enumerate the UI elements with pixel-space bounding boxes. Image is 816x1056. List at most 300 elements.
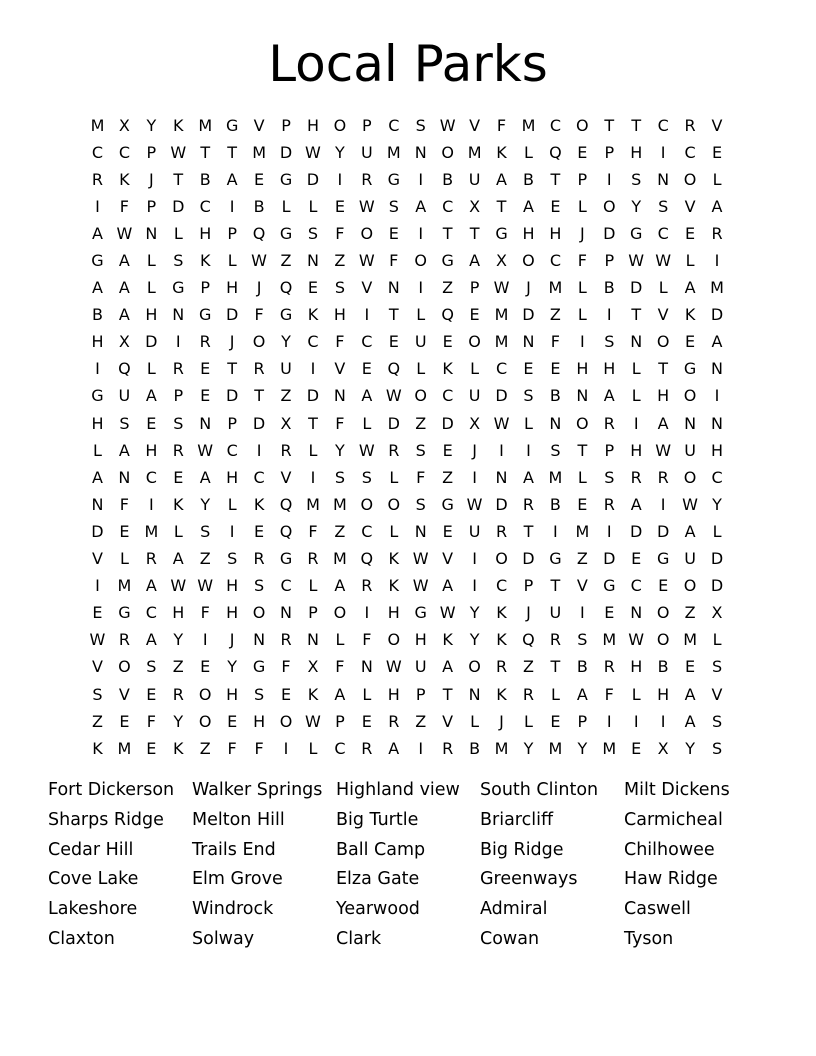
grid-letter: N [360,657,373,677]
grid-letter: C [226,440,238,460]
grid-letter: R [549,630,561,650]
grid-letter: F [119,494,129,514]
grid-letter: D [91,521,104,541]
grid-letter: I [472,467,477,487]
grid-letter: L [416,359,426,379]
grid-letter: H [226,603,239,623]
word-list-item: Lakeshore [48,899,138,920]
grid-letter: G [387,169,400,189]
grid-letter: C [118,142,130,162]
grid-letter: K [442,359,453,379]
grid-letter: O [468,657,481,677]
grid-row [84,410,734,437]
grid-letter: N [280,603,293,623]
grid-letter: O [683,467,697,487]
grid-letter: P [281,115,291,135]
grid-letter: C [442,196,454,216]
grid-letter: O [576,115,589,135]
grid-letter: A [91,467,103,487]
grid-letter: K [173,738,184,758]
grid-letter: H [387,684,400,704]
word-list-item: Sharps Ridge [48,809,164,830]
grid-letter: N [253,630,266,650]
grid-letter: K [119,169,130,189]
grid-letter: A [199,467,211,487]
grid-letter: C [657,115,669,135]
grid-letter: E [523,359,534,379]
grid-letter: S [334,278,345,298]
grid-row [84,193,734,220]
grid-letter: Z [172,657,184,677]
grid-letter: S [119,413,130,433]
grid-letter: Z [280,251,292,271]
grid-letter: L [712,521,722,541]
grid-letter: L [631,386,641,406]
grid-letter: P [362,115,372,135]
grid-letter: Q [279,278,293,298]
grid-row [84,437,734,464]
grid-letter: A [118,305,130,325]
grid-letter: A [522,467,534,487]
grid-letter: D [603,223,616,243]
grid-letter: T [254,386,264,406]
grid-letter: E [388,332,399,352]
grid-letter: O [333,115,347,135]
grid-letter: X [280,413,292,433]
grid-letter: M [467,142,482,162]
grid-letter: I [660,711,666,731]
grid-row [84,735,734,762]
grid-letter: Z [199,549,211,569]
grid-letter: N [711,413,724,433]
grid-letter: I [633,413,639,433]
grid-letter: I [714,251,720,271]
grid-letter: W [628,630,645,650]
grid-letter: G [279,223,293,243]
grid-letter: B [199,169,211,189]
grid-letter: I [526,440,531,460]
word-list-item: Caswell [624,899,691,920]
grid-letter: V [91,549,103,569]
grid-letter: I [337,169,343,189]
grid-letter: D [630,278,643,298]
grid-letter: V [442,711,454,731]
grid-row [84,708,734,735]
grid-letter: F [227,738,237,758]
word-list-item: Milt Dickens [624,780,730,800]
grid-letter: C [199,196,211,216]
grid-letter: L [335,630,345,650]
grid-letter: T [442,684,453,704]
grid-letter: H [306,115,319,135]
grid-letter: N [199,413,212,433]
grid-letter: M [575,521,590,541]
grid-letter: T [388,305,399,325]
grid-letter: E [577,142,588,162]
grid-letter: E [200,386,211,406]
grid-letter: N [333,386,346,406]
grid-row [84,275,734,302]
grid-letter: E [200,657,211,677]
grid-letter: I [256,440,262,460]
grid-letter: S [307,223,319,243]
grid-letter: E [577,494,588,514]
grid-letter: V [711,684,723,704]
grid-letter: U [118,386,131,406]
grid-letter: P [173,386,184,406]
grid-letter: D [172,196,185,216]
grid-letter: T [550,657,561,677]
grid-letter: I [418,738,424,758]
grid-letter: L [146,251,156,271]
grid-letter: Z [442,467,454,487]
grid-letter: S [227,549,238,569]
grid-letter: E [146,738,157,758]
grid-letter: L [281,196,291,216]
grid-letter: O [414,251,428,271]
grid-letter: W [385,657,402,677]
grid-letter: M [521,115,536,135]
grid-letter: R [522,684,535,704]
grid-letter: F [335,332,345,352]
grid-letter: W [358,251,375,271]
grid-row [84,627,734,654]
grid-letter: K [199,251,211,271]
grid-letter: G [279,169,293,189]
grid-letter: A [496,169,507,189]
grid-letter: X [657,738,669,758]
grid-letter: H [91,413,104,433]
grid-letter: L [524,413,533,433]
grid-letter: H [630,657,643,677]
grid-row [84,518,734,545]
grid-letter: V [280,467,292,487]
grid-letter: O [279,711,293,731]
grid-letter: O [683,576,697,596]
grid-letter: P [227,413,237,433]
grid-letter: M [602,738,617,758]
grid-letter: S [550,440,561,460]
grid-letter: B [603,278,615,298]
grid-letter: R [603,657,615,677]
grid-letter: E [173,467,184,487]
grid-letter: V [334,359,346,379]
grid-letter: C [145,467,157,487]
grid-letter: T [523,521,534,541]
grid-letter: J [256,278,262,298]
grid-letter: E [361,711,372,731]
word-list-item: Ball Camp [336,839,426,860]
grid-letter: U [468,169,481,189]
grid-row [84,491,734,518]
grid-letter: O [252,603,266,623]
word-list-item: Elm Grove [192,869,283,890]
grid-letter: R [388,711,400,731]
grid-letter: W [439,115,456,135]
word-list-item: Cove Lake [48,869,139,890]
grid-letter: O [576,413,589,433]
grid-letter: L [577,196,587,216]
grid-letter: Y [335,142,345,162]
grid-letter: F [604,684,614,704]
grid-letter: W [305,142,321,162]
grid-letter: A [469,251,481,271]
grid-letter: O [656,630,670,650]
grid-letter: D [225,305,239,325]
grid-letter: R [172,684,184,704]
grid-letter: W [466,494,483,514]
grid-letter: W [170,142,187,162]
grid-letter: M [252,142,266,162]
grid-letter: B [522,169,534,189]
grid-letter: T [550,576,561,596]
grid-letter: L [173,223,183,243]
grid-letter: G [91,251,104,271]
grid-letter: E [711,142,723,162]
grid-letter: A [442,657,454,677]
grid-letter: H [226,684,239,704]
grid-letter: E [442,440,453,460]
grid-letter: H [576,359,589,379]
grid-letter: N [522,332,535,352]
grid-letter: R [442,738,454,758]
grid-letter: F [146,711,156,731]
grid-letter: W [412,576,429,596]
grid-letter: R [361,169,373,189]
grid-letter: E [361,359,372,379]
grid-letter: D [710,305,724,325]
grid-letter: H [387,603,400,623]
word-list-item: Elza Gate [336,869,420,890]
grid-letter: W [655,251,672,271]
grid-letter: R [253,359,265,379]
grid-letter: Z [415,711,427,731]
grid-letter: E [334,196,345,216]
grid-letter: L [227,494,237,514]
grid-letter: L [685,251,695,271]
grid-letter: A [657,413,669,433]
grid-letter: W [412,549,429,569]
grid-letter: T [200,142,211,162]
grid-letter: L [389,521,399,541]
grid-letter: L [362,684,372,704]
grid-letter: U [684,440,696,460]
grid-letter: N [306,630,319,650]
grid-letter: H [145,440,158,460]
grid-letter: R [307,549,319,569]
word-list-item: Cedar Hill [48,839,134,860]
grid-letter: C [495,359,508,379]
grid-letter: T [631,305,642,325]
grid-letter: L [631,684,641,704]
grid-letter: V [253,115,265,135]
grid-letter: C [280,576,292,596]
grid-letter: S [415,115,426,135]
grid-letter: K [173,115,184,135]
grid-letter: D [495,386,508,406]
grid-letter: M [494,738,509,758]
word-list-item: Briarcliff [480,809,553,830]
word-list-item: Fort Dickerson [48,780,175,800]
grid-letter: O [198,684,212,704]
grid-letter: S [146,657,157,677]
grid-letter: I [310,467,316,487]
grid-letter: A [226,169,238,189]
word-list-item: Chilhowee [624,839,715,860]
grid-letter: W [358,440,375,460]
grid-letter: E [604,603,615,623]
grid-letter: I [364,305,370,325]
grid-letter: R [172,440,184,460]
grid-letter: E [685,657,696,677]
grid-letter: F [362,630,372,650]
grid-letter: I [202,630,208,650]
word-list-item: Greenways [480,869,578,890]
grid-letter: M [548,278,563,298]
grid-letter: N [91,494,104,514]
grid-letter: K [442,630,453,650]
grid-letter: X [711,603,723,623]
grid-letter: A [415,196,427,216]
grid-letter: Y [146,115,157,135]
grid-letter: T [227,142,238,162]
grid-letter: L [524,142,533,162]
grid-letter: A [118,251,130,271]
grid-letter: N [630,332,643,352]
grid-letter: R [91,169,104,189]
grid-letter: I [310,359,316,379]
grid-letter: T [550,169,561,189]
grid-letter: E [658,576,669,596]
grid-letter: P [604,251,615,271]
grid-letter: A [603,386,615,406]
grid-letter: A [630,494,642,514]
grid-letter: I [633,711,639,731]
grid-letter: A [442,576,454,596]
grid-letter: A [118,440,130,460]
grid-letter: S [523,386,534,406]
grid-letter: E [146,413,157,433]
grid-letter: A [361,386,373,406]
grid-letter: S [711,657,723,677]
grid-letter: R [145,549,157,569]
grid-letter: O [683,169,697,189]
grid-letter: H [333,305,346,325]
grid-letter: E [631,738,642,758]
grid-letter: R [630,467,642,487]
grid-letter: M [333,494,347,514]
grid-letter: X [496,251,508,271]
grid-letter: W [197,576,214,596]
grid-letter: H [414,630,427,650]
grid-letter: H [226,467,239,487]
grid-letter: S [658,196,669,216]
grid-letter: L [712,630,722,650]
grid-letter: G [414,603,427,623]
grid-letter: R [280,630,292,650]
grid-letter: P [469,278,480,298]
grid-letter: M [90,115,105,135]
grid-letter: E [119,521,130,541]
grid-row [84,356,734,383]
grid-letter: I [472,549,477,569]
grid-letter: W [89,630,106,650]
grid-letter: J [229,630,235,650]
grid-letter: L [577,305,587,325]
grid-letter: I [714,386,720,406]
grid-letter: T [496,196,507,216]
grid-letter: E [388,223,399,243]
grid-letter: C [711,467,723,487]
grid-letter: W [628,251,645,271]
grid-letter: D [630,521,643,541]
grid-row [84,654,734,681]
grid-letter: E [307,278,319,298]
grid-letter: J [526,278,531,298]
grid-row [84,166,734,193]
grid-row [84,247,734,274]
grid-letter: C [684,142,696,162]
grid-letter: B [469,738,481,758]
grid-letter: K [496,142,507,162]
word-list-item: South Clinton [480,780,599,800]
grid-letter: T [308,413,318,433]
grid-letter: L [227,251,237,271]
grid-letter: H [630,142,643,162]
grid-letter: P [335,711,345,731]
grid-letter: S [173,413,184,433]
grid-letter: A [91,278,103,298]
grid-letter: G [252,657,266,677]
grid-letter: O [387,494,401,514]
grid-letter: P [146,196,157,216]
grid-letter: D [656,521,670,541]
grid-row [84,600,734,627]
word-list-item: Claxton [48,928,115,949]
grid-letter: G [656,549,670,569]
letter-grid [84,112,734,762]
grid-letter: S [200,521,211,541]
grid-letter: N [630,603,643,623]
grid-letter: Y [469,603,480,623]
grid-letter: A [711,332,723,352]
grid-letter: A [145,386,157,406]
grid-letter: N [172,305,185,325]
grid-letter: H [603,359,616,379]
grid-letter: G [199,305,212,325]
grid-letter: K [253,494,265,514]
grid-letter: O [252,332,266,352]
grid-letter: H [172,603,185,623]
grid-letter: G [172,278,185,298]
grid-letter: I [364,603,370,623]
grid-letter: C [307,332,319,352]
grid-letter: A [334,576,346,596]
grid-letter: F [577,251,587,271]
grid-letter: R [495,521,508,541]
grid-letter: T [469,223,480,243]
grid-letter: H [91,332,104,352]
grid-letter: Y [173,711,184,731]
grid-letter: M [548,467,563,487]
grid-letter: M [306,494,320,514]
word-list-item: Carmicheal [624,809,723,830]
grid-letter: D [495,494,508,514]
grid-letter: A [388,738,400,758]
grid-letter: A [711,196,723,216]
grid-letter: P [523,576,534,596]
grid-letter: E [280,684,292,704]
